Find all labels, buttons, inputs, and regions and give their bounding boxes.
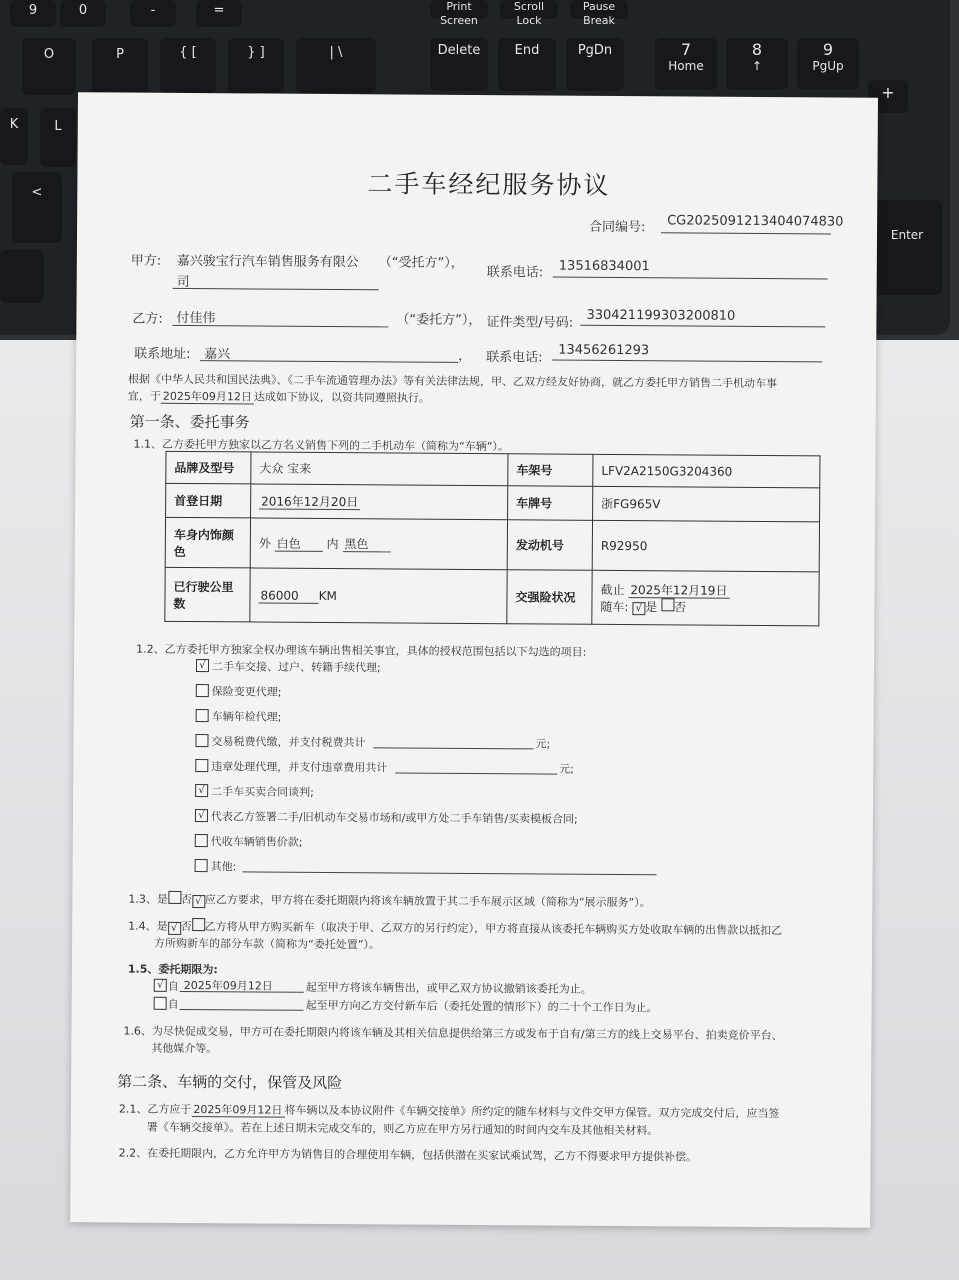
key-equal: = bbox=[196, 0, 242, 30]
contract-no-value: CG2025091213404074830 bbox=[667, 213, 844, 230]
party-a-name-line2: 司 bbox=[176, 274, 190, 290]
key-less-than: < bbox=[12, 172, 62, 246]
color-label-2: 色 bbox=[173, 544, 186, 559]
clause-1-4-no-checkbox[interactable] bbox=[192, 918, 205, 931]
term-option-2-underline bbox=[180, 1009, 304, 1011]
auth-checkbox-7[interactable] bbox=[195, 834, 208, 847]
clause-1-6-line-2: 其他媒介等。 bbox=[151, 1041, 218, 1056]
key-pgdn: PgDn bbox=[566, 38, 624, 94]
key-p: P bbox=[92, 38, 148, 98]
key-minus: - bbox=[130, 0, 176, 30]
int-prefix: 内 bbox=[326, 536, 339, 552]
auth-item-5: 二手车买卖合同谈判; bbox=[211, 785, 314, 799]
color-label bbox=[165, 517, 250, 568]
int-color: 黑色 bbox=[342, 537, 390, 552]
key-print-screen: Print Screen bbox=[430, 0, 488, 22]
auth-checkbox-6[interactable]: √ bbox=[195, 809, 208, 822]
clause-1-2: 1.2、乙方委托甲方独家全权办理该车辆出售相关事宜，具体的授权范围包括以下勾选的项目: bbox=[136, 642, 587, 659]
clause-1-3-no: 否 bbox=[180, 892, 192, 907]
key-l: L bbox=[40, 108, 76, 170]
clause-2-1-line-1 bbox=[119, 1101, 780, 1122]
key-end: End bbox=[498, 38, 556, 94]
auth-checkbox-5[interactable]: √ bbox=[195, 784, 208, 797]
key-delete: Delete bbox=[430, 38, 488, 94]
clause-1-4-cont: 方所购新车的部分车款（简称为“委托处置”）。 bbox=[154, 936, 381, 952]
ins-date: 2025年12月19日 bbox=[628, 583, 729, 599]
ins-prefix: 截止 bbox=[600, 582, 625, 597]
contract-paper bbox=[70, 92, 878, 1228]
party-b-role: （“委托方”）， bbox=[396, 312, 482, 329]
preamble-2b: 达成如下协议，以资共同遵照执行。 bbox=[253, 390, 430, 405]
term-option-2-from: 自 bbox=[167, 997, 179, 1011]
plate-label: 车牌号 bbox=[508, 486, 593, 521]
key-9-sub: PgUp bbox=[812, 59, 844, 73]
key-blank-1 bbox=[0, 250, 44, 306]
party-b-name-underline bbox=[172, 325, 388, 328]
id-label: 证件类型/号码: bbox=[486, 315, 574, 331]
key-backslash: | \ bbox=[296, 38, 376, 96]
auth-item-1: 保险变更代理; bbox=[211, 685, 282, 699]
clause-2-1-a: 2.1、乙方应于 bbox=[118, 1102, 192, 1117]
article-1-title: 第一条、委托事务 bbox=[129, 412, 250, 432]
clause-2-1-line-2: 署《车辆交接单》。若在上述日期未完成交车的，则乙方应在甲方另行通知的时间内交车及其他相关材料。 bbox=[146, 1120, 659, 1138]
ins-yes-checkbox[interactable]: √ bbox=[632, 602, 645, 615]
mileage-label-1: 已行驶公里 bbox=[173, 579, 234, 594]
clause-1-4-yes: 1.4、是 bbox=[128, 919, 168, 933]
auth-checkbox-3[interactable] bbox=[195, 734, 208, 747]
party-a-role: （“受托方”）， bbox=[378, 255, 464, 271]
key-9: 9 bbox=[10, 0, 56, 30]
preamble-2a: 宜，于 bbox=[127, 389, 161, 403]
key-scroll-lock: Scroll Lock bbox=[500, 0, 558, 22]
term-option-2-text: 起至甲方向乙方交付新车后（委托处置的情形下）的二十个工作日为止。 bbox=[305, 998, 658, 1015]
clause-1-1: 1.1、乙方委托甲方独家以乙方名义销售下列的二手机动车（简称为“车辆”）。 bbox=[133, 437, 509, 454]
auth-item-7: 代收车辆销售价款; bbox=[210, 835, 303, 849]
engine-label: 发动机号 bbox=[507, 520, 592, 571]
clause-1-6-line-1: 1.6、为尽快促成交易，甲方可在委托期限内将该车辆及其相关信息提供给第三方或发布于自有/第三方的线上交易平台、拍卖竞价平台、 bbox=[123, 1024, 783, 1043]
ext-prefix: 外 bbox=[258, 536, 271, 551]
article-2-title: 第二条、车辆的交付，保管及风险 bbox=[117, 1072, 343, 1093]
key-numpad-9 bbox=[797, 38, 859, 93]
party-b-name: 付佳伟 bbox=[176, 310, 216, 327]
ins-no-checkbox[interactable] bbox=[661, 598, 674, 611]
key-enter: Enter bbox=[872, 200, 942, 298]
plate-value: 浙FG965V bbox=[593, 486, 820, 522]
insurance-cell bbox=[592, 570, 819, 626]
clause-1-3-yes: 1.3、是 bbox=[128, 892, 168, 906]
auth-item-3: 交易税费代缴，并支付税费共计 bbox=[211, 735, 366, 750]
party-a-name-line1: 嘉兴骏宝行汽车销售服务有限公 bbox=[176, 253, 359, 271]
address-comma: ， bbox=[458, 348, 472, 364]
insurance-label: 交强险状况 bbox=[507, 570, 592, 625]
party-b-id-underline bbox=[580, 325, 825, 328]
clause-1-4-text: 乙方将从甲方购买新车（取决于甲、乙双方的另行约定），甲方将直接从该委托车辆购买方处收取车辆的出售款以抵扣乙 bbox=[204, 920, 783, 938]
clause-1-3-yes-checkbox[interactable] bbox=[168, 891, 181, 904]
key-plus: + bbox=[868, 80, 908, 116]
party-b-phone-label: 联系电话: bbox=[486, 350, 543, 366]
auth-item-2: 车辆年检代理; bbox=[211, 710, 282, 724]
address-label: 联系地址: bbox=[134, 346, 191, 362]
key-bracket-left: { [ bbox=[160, 38, 216, 96]
term-option-1-checkbox[interactable]: √ bbox=[154, 979, 167, 992]
clause-2-1-b: 将车辆以及本协议附件《车辆交接单》所约定的随车材料与文件交甲方保管。双方完成交付后，应当签 bbox=[284, 1103, 780, 1121]
contract-no-underline bbox=[661, 232, 831, 234]
ins-no-label: 否 bbox=[674, 599, 687, 614]
key-numpad-7 bbox=[655, 38, 717, 93]
ins-follow: 随车: bbox=[600, 599, 629, 614]
mileage-value: 86000 bbox=[258, 588, 318, 603]
clause-1-3-no-checkbox[interactable]: √ bbox=[192, 895, 205, 908]
key-numpad-8 bbox=[726, 38, 788, 93]
auth-checkbox-2[interactable] bbox=[196, 709, 209, 722]
preamble-date: 2025年09月12日 bbox=[161, 390, 254, 405]
auth-checkbox-4[interactable] bbox=[195, 759, 208, 772]
key-pause-break: Pause Break bbox=[570, 0, 628, 22]
term-option-2-checkbox[interactable] bbox=[154, 997, 167, 1010]
party-a-label: 甲方: bbox=[130, 253, 162, 269]
auth-item-8: 其他: bbox=[210, 860, 237, 874]
mileage-cell bbox=[250, 568, 507, 624]
mileage-label bbox=[165, 567, 250, 622]
preamble-line-1: 根据《中华人民共和国民法典》、《二手车流通管理办法》等有关法律法规，甲、乙双方经友好协商，就乙方委托甲方销售二手机动车事 bbox=[127, 372, 778, 391]
auth-item-4-tail: 元; bbox=[559, 762, 575, 776]
brand-value: 大众 宝来 bbox=[251, 452, 508, 486]
clause-1-5: 1.5、委托期限为: bbox=[127, 962, 218, 977]
key-8-sub: ↑ bbox=[751, 59, 763, 73]
auth-checkbox-8[interactable] bbox=[195, 859, 208, 872]
clause-1-3 bbox=[128, 891, 651, 912]
key-8-label: 8 bbox=[751, 40, 763, 59]
color-cell bbox=[250, 518, 507, 570]
preamble-line-2 bbox=[128, 388, 430, 406]
key-7-sub: Home bbox=[668, 59, 704, 73]
party-a-phone: 13516834001 bbox=[558, 258, 650, 275]
vin-value: LFV2A2150G3204360 bbox=[593, 454, 820, 488]
auth-checkbox-1[interactable] bbox=[196, 684, 209, 697]
mileage-unit: KM bbox=[318, 588, 337, 603]
violation-amount-underline bbox=[395, 772, 557, 774]
mileage-label-2: 数 bbox=[173, 596, 186, 611]
auth-item-6: 代表乙方签署二手/旧机动车交易市场和/或甲方处二手车销售/买卖模板合同; bbox=[210, 810, 578, 826]
auth-item-4: 违章处理代理，并支付违章费用共计 bbox=[211, 760, 388, 775]
term-option-1-text: 起至甲方将该车辆售出，或甲乙双方协议撤销该委托为止。 bbox=[305, 980, 592, 996]
party-b-label: 乙方: bbox=[132, 311, 163, 327]
contract-no-label: 合同编号: bbox=[589, 219, 646, 236]
clause-1-3-text: 应乙方要求，甲方将在委托期限内将该车辆放置于其二手车展示区域（简称为“展示服务”）。 bbox=[204, 893, 651, 910]
term-option-1-from: 自 bbox=[167, 979, 179, 993]
clause-2-2: 2.2、在委托期限内，乙方允许甲方为销售目的合理使用车辆，包括供潜在买家试乘试驾，乙方不得要求甲方提供补偿。 bbox=[118, 1146, 698, 1164]
party-a-name-underline bbox=[173, 288, 379, 290]
auth-item-0: 二手车交接、过户、转籍手续代理; bbox=[211, 660, 381, 675]
reg-date-value: 2016年12月20日 bbox=[259, 494, 360, 510]
clause-2-1-date: 2025年09月12日 bbox=[191, 1103, 284, 1118]
party-a-phone-underline bbox=[553, 277, 828, 280]
party-a-phone-label: 联系电话: bbox=[486, 265, 544, 281]
engine-value: R92950 bbox=[592, 520, 819, 572]
term-option-1-date: 2025年09月12日 bbox=[183, 978, 273, 993]
key-o: O bbox=[22, 38, 76, 98]
key-7-label: 7 bbox=[680, 40, 692, 59]
ins-yes-label: 是 bbox=[645, 599, 658, 614]
party-b-address: 嘉兴 bbox=[204, 347, 231, 363]
auth-checkbox-0[interactable]: √ bbox=[196, 659, 209, 672]
vehicle-info-table bbox=[164, 451, 820, 627]
clause-1-4-yes-checkbox[interactable]: √ bbox=[168, 922, 181, 935]
clause-1-4-no: 否 bbox=[180, 919, 192, 934]
other-underline bbox=[243, 871, 657, 875]
ext-color: 白色 bbox=[275, 537, 323, 552]
address-underline bbox=[200, 360, 458, 363]
party-b-phone: 13456261293 bbox=[558, 342, 650, 359]
reg-date-cell bbox=[251, 484, 508, 520]
party-b-phone-underline bbox=[552, 360, 822, 363]
brand-label: 品牌及型号 bbox=[166, 451, 251, 484]
tax-amount-underline bbox=[373, 747, 533, 749]
color-label-1: 车身内饰颜 bbox=[173, 527, 234, 542]
reg-date-label: 首登日期 bbox=[166, 483, 251, 518]
vin-label: 车架号 bbox=[508, 454, 593, 487]
key-0: 0 bbox=[60, 0, 106, 30]
auth-item-3-tail: 元; bbox=[535, 737, 551, 751]
key-9-label: 9 bbox=[822, 40, 834, 59]
key-k: K bbox=[0, 108, 28, 168]
key-bracket-right: } ] bbox=[228, 38, 284, 96]
document-title: 二手车经纪服务协议 bbox=[367, 169, 611, 200]
party-b-id: 330421199303200810 bbox=[586, 307, 736, 324]
